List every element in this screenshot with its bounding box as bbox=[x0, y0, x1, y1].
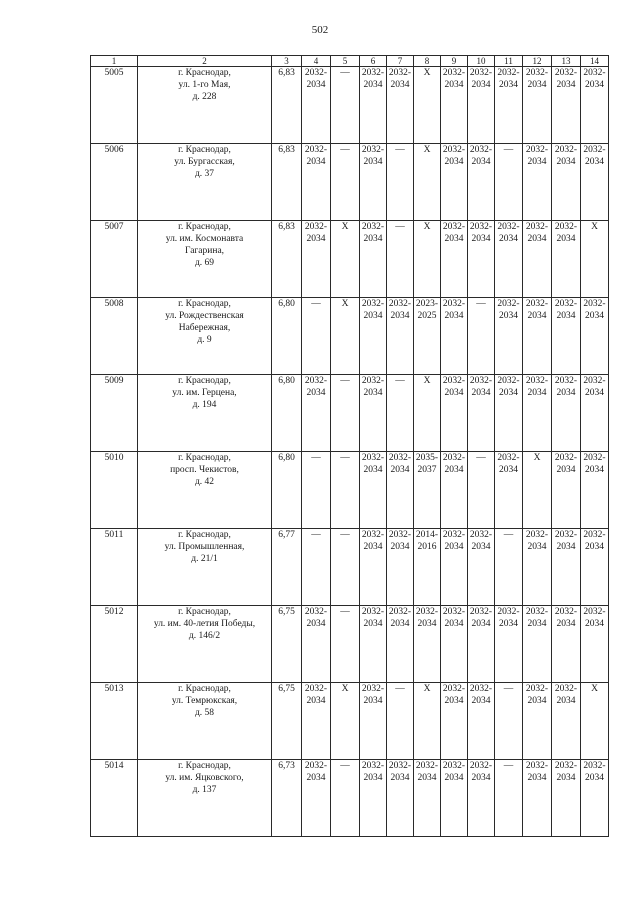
period-cell-col-7: 2032- 2034 bbox=[387, 760, 414, 837]
period-cell-col-12: 2032- 2034 bbox=[523, 144, 552, 221]
period-cell-col-5: — bbox=[331, 67, 360, 144]
address-cell bbox=[138, 375, 272, 452]
address-line: ул. Бургасская, bbox=[174, 157, 235, 167]
address-line: г. Краснодар, bbox=[178, 530, 231, 540]
row-number: 5013 bbox=[91, 683, 138, 760]
score-cell: 6,73 bbox=[272, 760, 302, 837]
table-row bbox=[91, 606, 609, 683]
period-cell-col-13: 2032- 2034 bbox=[552, 606, 581, 683]
period-cell-col-10: 2032- 2034 bbox=[468, 760, 495, 837]
score-cell: 6,83 bbox=[272, 144, 302, 221]
period-cell-col-12: 2032- 2034 bbox=[523, 683, 552, 760]
period-cell-col-9: 2032- 2034 bbox=[441, 298, 468, 375]
period-cell-col-14: X bbox=[581, 683, 609, 760]
address-cell bbox=[138, 67, 272, 144]
row-number: 5006 bbox=[91, 144, 138, 221]
column-header-4: 4 bbox=[302, 56, 331, 67]
period-cell-col-8: 2035- 2037 bbox=[414, 452, 441, 529]
period-cell-col-8: X bbox=[414, 144, 441, 221]
period-cell-col-9: 2032- 2034 bbox=[441, 67, 468, 144]
column-header-5: 5 bbox=[331, 56, 360, 67]
address-cell bbox=[138, 606, 272, 683]
column-header-6: 6 bbox=[360, 56, 387, 67]
score-cell: 6,80 bbox=[272, 298, 302, 375]
address-cell bbox=[138, 683, 272, 760]
period-cell-col-6: 2032- 2034 bbox=[360, 144, 387, 221]
period-cell-col-13: 2032- 2034 bbox=[552, 683, 581, 760]
row-number: 5012 bbox=[91, 606, 138, 683]
score-cell: 6,80 bbox=[272, 452, 302, 529]
column-header-11: 11 bbox=[495, 56, 523, 67]
column-header-10: 10 bbox=[468, 56, 495, 67]
column-header-9: 9 bbox=[441, 56, 468, 67]
period-cell-col-14: 2032- 2034 bbox=[581, 760, 609, 837]
period-cell-col-8: 2014- 2016 bbox=[414, 529, 441, 606]
period-cell-col-9: 2032- 2034 bbox=[441, 529, 468, 606]
row-number: 5008 bbox=[91, 298, 138, 375]
address-line: д. 137 bbox=[192, 785, 217, 795]
period-cell-col-11: 2032- 2034 bbox=[495, 606, 523, 683]
period-cell-col-7: — bbox=[387, 144, 414, 221]
address-cell bbox=[138, 452, 272, 529]
period-cell-col-5: X bbox=[331, 683, 360, 760]
period-cell-col-10: — bbox=[468, 298, 495, 375]
address-line: г. Краснодар, bbox=[178, 222, 231, 232]
address-line: ул. Темрюкская, bbox=[171, 696, 238, 706]
period-cell-col-13: 2032- 2034 bbox=[552, 760, 581, 837]
row-number: 5010 bbox=[91, 452, 138, 529]
score-cell: 6,75 bbox=[272, 683, 302, 760]
address-line: г. Краснодар, bbox=[178, 68, 231, 78]
address-line: г. Краснодар, bbox=[178, 376, 231, 386]
period-cell-col-14: 2032- 2034 bbox=[581, 375, 609, 452]
period-cell-col-10: 2032- 2034 bbox=[468, 144, 495, 221]
period-cell-col-5: — bbox=[331, 760, 360, 837]
address-cell bbox=[138, 760, 272, 837]
address-line: д. 194 bbox=[192, 400, 217, 410]
column-header-3: 3 bbox=[272, 56, 302, 67]
table-row bbox=[91, 375, 609, 452]
period-cell-col-10: 2032- 2034 bbox=[468, 606, 495, 683]
period-cell-col-6: 2032- 2034 bbox=[360, 67, 387, 144]
period-cell-col-4: 2032- 2034 bbox=[302, 760, 331, 837]
period-cell-col-13: 2032- 2034 bbox=[552, 529, 581, 606]
period-cell-col-11: — bbox=[495, 529, 523, 606]
page-number: 502 bbox=[311, 24, 329, 36]
row-number: 5014 bbox=[91, 760, 138, 837]
period-cell-col-6: 2032- 2034 bbox=[360, 298, 387, 375]
period-cell-col-9: 2032- 2034 bbox=[441, 760, 468, 837]
table-body bbox=[91, 67, 609, 837]
period-cell-col-11: — bbox=[495, 683, 523, 760]
score-cell: 6,83 bbox=[272, 67, 302, 144]
address-line: д. 228 bbox=[192, 92, 217, 102]
address-line: г. Краснодар, bbox=[178, 684, 231, 694]
period-cell-col-9: 2032- 2034 bbox=[441, 683, 468, 760]
period-cell-col-11: 2032- 2034 bbox=[495, 298, 523, 375]
period-cell-col-14: 2032- 2034 bbox=[581, 529, 609, 606]
period-cell-col-12: 2032- 2034 bbox=[523, 606, 552, 683]
table-row bbox=[91, 760, 609, 837]
period-cell-col-12: 2032- 2034 bbox=[523, 67, 552, 144]
table-row bbox=[91, 529, 609, 606]
address-line: д. 42 bbox=[194, 477, 215, 487]
period-cell-col-7: 2032- 2034 bbox=[387, 452, 414, 529]
period-cell-col-4: 2032- 2034 bbox=[302, 375, 331, 452]
period-cell-col-9: 2032- 2034 bbox=[441, 144, 468, 221]
address-line: ул. 1-го Мая, bbox=[178, 80, 231, 90]
data-table bbox=[90, 55, 609, 837]
period-cell-col-9: 2032- 2034 bbox=[441, 375, 468, 452]
period-cell-col-12: 2032- 2034 bbox=[523, 375, 552, 452]
period-cell-col-8: 2032- 2034 bbox=[414, 606, 441, 683]
period-cell-col-14: 2032- 2034 bbox=[581, 67, 609, 144]
period-cell-col-14: X bbox=[581, 221, 609, 298]
period-cell-col-7: 2032- 2034 bbox=[387, 298, 414, 375]
period-cell-col-4: — bbox=[302, 529, 331, 606]
address-line: д. 146/2 bbox=[188, 631, 221, 641]
period-cell-col-10: 2032- 2034 bbox=[468, 683, 495, 760]
period-cell-col-8: 2032- 2034 bbox=[414, 760, 441, 837]
period-cell-col-8: 2023- 2025 bbox=[414, 298, 441, 375]
address-line: д. 58 bbox=[194, 708, 215, 718]
score-cell: 6,75 bbox=[272, 606, 302, 683]
period-cell-col-11: 2032- 2034 bbox=[495, 221, 523, 298]
address-line: ул. им. 40-летия Победы, bbox=[153, 619, 256, 629]
row-number: 5005 bbox=[91, 67, 138, 144]
period-cell-col-8: X bbox=[414, 375, 441, 452]
period-cell-col-6: 2032- 2034 bbox=[360, 683, 387, 760]
column-header-12: 12 bbox=[523, 56, 552, 67]
address-line: г. Краснодар, bbox=[178, 761, 231, 771]
period-cell-col-8: X bbox=[414, 221, 441, 298]
period-cell-col-12: X bbox=[523, 452, 552, 529]
period-cell-col-6: 2032- 2034 bbox=[360, 529, 387, 606]
period-cell-col-11: 2032- 2034 bbox=[495, 452, 523, 529]
period-cell-col-14: 2032- 2034 bbox=[581, 452, 609, 529]
score-cell: 6,80 bbox=[272, 375, 302, 452]
period-cell-col-7: 2032- 2034 bbox=[387, 529, 414, 606]
period-cell-col-5: — bbox=[331, 375, 360, 452]
address-cell bbox=[138, 298, 272, 375]
header-row bbox=[91, 56, 609, 67]
period-cell-col-10: — bbox=[468, 452, 495, 529]
table-row bbox=[91, 67, 609, 144]
period-cell-col-7: 2032- 2034 bbox=[387, 606, 414, 683]
address-line: г. Краснодар, bbox=[178, 453, 231, 463]
row-number: 5011 bbox=[91, 529, 138, 606]
period-cell-col-4: — bbox=[302, 298, 331, 375]
period-cell-col-5: — bbox=[331, 606, 360, 683]
period-cell-col-4: 2032- 2034 bbox=[302, 67, 331, 144]
period-cell-col-11: — bbox=[495, 144, 523, 221]
period-cell-col-5: — bbox=[331, 144, 360, 221]
address-line: ул. им. Яцковского, bbox=[165, 773, 244, 783]
period-cell-col-14: 2032- 2034 bbox=[581, 606, 609, 683]
period-cell-col-4: 2032- 2034 bbox=[302, 221, 331, 298]
period-cell-col-11: 2032- 2034 bbox=[495, 375, 523, 452]
period-cell-col-9: 2032- 2034 bbox=[441, 221, 468, 298]
address-line: г. Краснодар, bbox=[178, 299, 231, 309]
period-cell-col-5: — bbox=[331, 529, 360, 606]
period-cell-col-12: 2032- 2034 bbox=[523, 760, 552, 837]
period-cell-col-10: 2032- 2034 bbox=[468, 221, 495, 298]
address-cell bbox=[138, 221, 272, 298]
period-cell-col-8: X bbox=[414, 683, 441, 760]
period-cell-col-12: 2032- 2034 bbox=[523, 298, 552, 375]
table-row bbox=[91, 452, 609, 529]
address-line: Набережная, bbox=[178, 323, 231, 333]
address-line: д. 37 bbox=[194, 169, 215, 179]
address-cell bbox=[138, 529, 272, 606]
period-cell-col-11: 2032- 2034 bbox=[495, 67, 523, 144]
period-cell-col-6: 2032- 2034 bbox=[360, 452, 387, 529]
period-cell-col-14: 2032- 2034 bbox=[581, 298, 609, 375]
address-line: Гагарина, bbox=[184, 246, 225, 256]
address-line: ул. им. Герцена, bbox=[172, 388, 237, 398]
period-cell-col-6: 2032- 2034 bbox=[360, 221, 387, 298]
address-line: д. 69 bbox=[194, 258, 215, 268]
period-cell-col-13: 2032- 2034 bbox=[552, 298, 581, 375]
column-header-8: 8 bbox=[414, 56, 441, 67]
period-cell-col-6: 2032- 2034 bbox=[360, 760, 387, 837]
period-cell-col-7: — bbox=[387, 683, 414, 760]
period-cell-col-9: 2032- 2034 bbox=[441, 606, 468, 683]
period-cell-col-9: 2032- 2034 bbox=[441, 452, 468, 529]
period-cell-col-7: — bbox=[387, 375, 414, 452]
period-cell-col-13: 2032- 2034 bbox=[552, 144, 581, 221]
row-number: 5007 bbox=[91, 221, 138, 298]
period-cell-col-8: X bbox=[414, 67, 441, 144]
column-header-7: 7 bbox=[387, 56, 414, 67]
period-cell-col-14: 2032- 2034 bbox=[581, 144, 609, 221]
period-cell-col-5: X bbox=[331, 221, 360, 298]
address-line: г. Краснодар, bbox=[178, 145, 231, 155]
table-row bbox=[91, 144, 609, 221]
period-cell-col-4: 2032- 2034 bbox=[302, 144, 331, 221]
period-cell-col-11: — bbox=[495, 760, 523, 837]
address-line: ул. Промышленная, bbox=[164, 542, 245, 552]
period-cell-col-12: 2032- 2034 bbox=[523, 221, 552, 298]
period-cell-col-10: 2032- 2034 bbox=[468, 67, 495, 144]
row-number: 5009 bbox=[91, 375, 138, 452]
address-line: г. Краснодар, bbox=[178, 607, 231, 617]
address-cell bbox=[138, 144, 272, 221]
period-cell-col-13: 2032- 2034 bbox=[552, 375, 581, 452]
table-row bbox=[91, 298, 609, 375]
period-cell-col-6: 2032- 2034 bbox=[360, 375, 387, 452]
address-line: ул. Рождественская bbox=[165, 311, 244, 321]
column-header-2: 2 bbox=[138, 56, 272, 67]
address-line: ул. им. Космонавта bbox=[165, 234, 244, 244]
address-line: д. 9 bbox=[197, 335, 212, 345]
column-header-13: 13 bbox=[552, 56, 581, 67]
table-row bbox=[91, 683, 609, 760]
period-cell-col-13: 2032- 2034 bbox=[552, 221, 581, 298]
period-cell-col-13: 2032- 2034 bbox=[552, 452, 581, 529]
period-cell-col-6: 2032- 2034 bbox=[360, 606, 387, 683]
period-cell-col-13: 2032- 2034 bbox=[552, 67, 581, 144]
period-cell-col-7: — bbox=[387, 221, 414, 298]
period-cell-col-12: 2032- 2034 bbox=[523, 529, 552, 606]
period-cell-col-5: X bbox=[331, 298, 360, 375]
period-cell-col-7: 2032- 2034 bbox=[387, 67, 414, 144]
score-cell: 6,77 bbox=[272, 529, 302, 606]
period-cell-col-10: 2032- 2034 bbox=[468, 529, 495, 606]
table-row bbox=[91, 221, 609, 298]
period-cell-col-10: 2032- 2034 bbox=[468, 375, 495, 452]
column-header-1: 1 bbox=[91, 56, 138, 67]
period-cell-col-5: — bbox=[331, 452, 360, 529]
address-line: просп. Чекистов, bbox=[170, 465, 239, 475]
address-line: д. 21/1 bbox=[191, 554, 218, 564]
period-cell-col-4: 2032- 2034 bbox=[302, 683, 331, 760]
period-cell-col-4: 2032- 2034 bbox=[302, 606, 331, 683]
score-cell: 6,83 bbox=[272, 221, 302, 298]
column-header-14: 14 bbox=[581, 56, 609, 67]
period-cell-col-4: — bbox=[302, 452, 331, 529]
